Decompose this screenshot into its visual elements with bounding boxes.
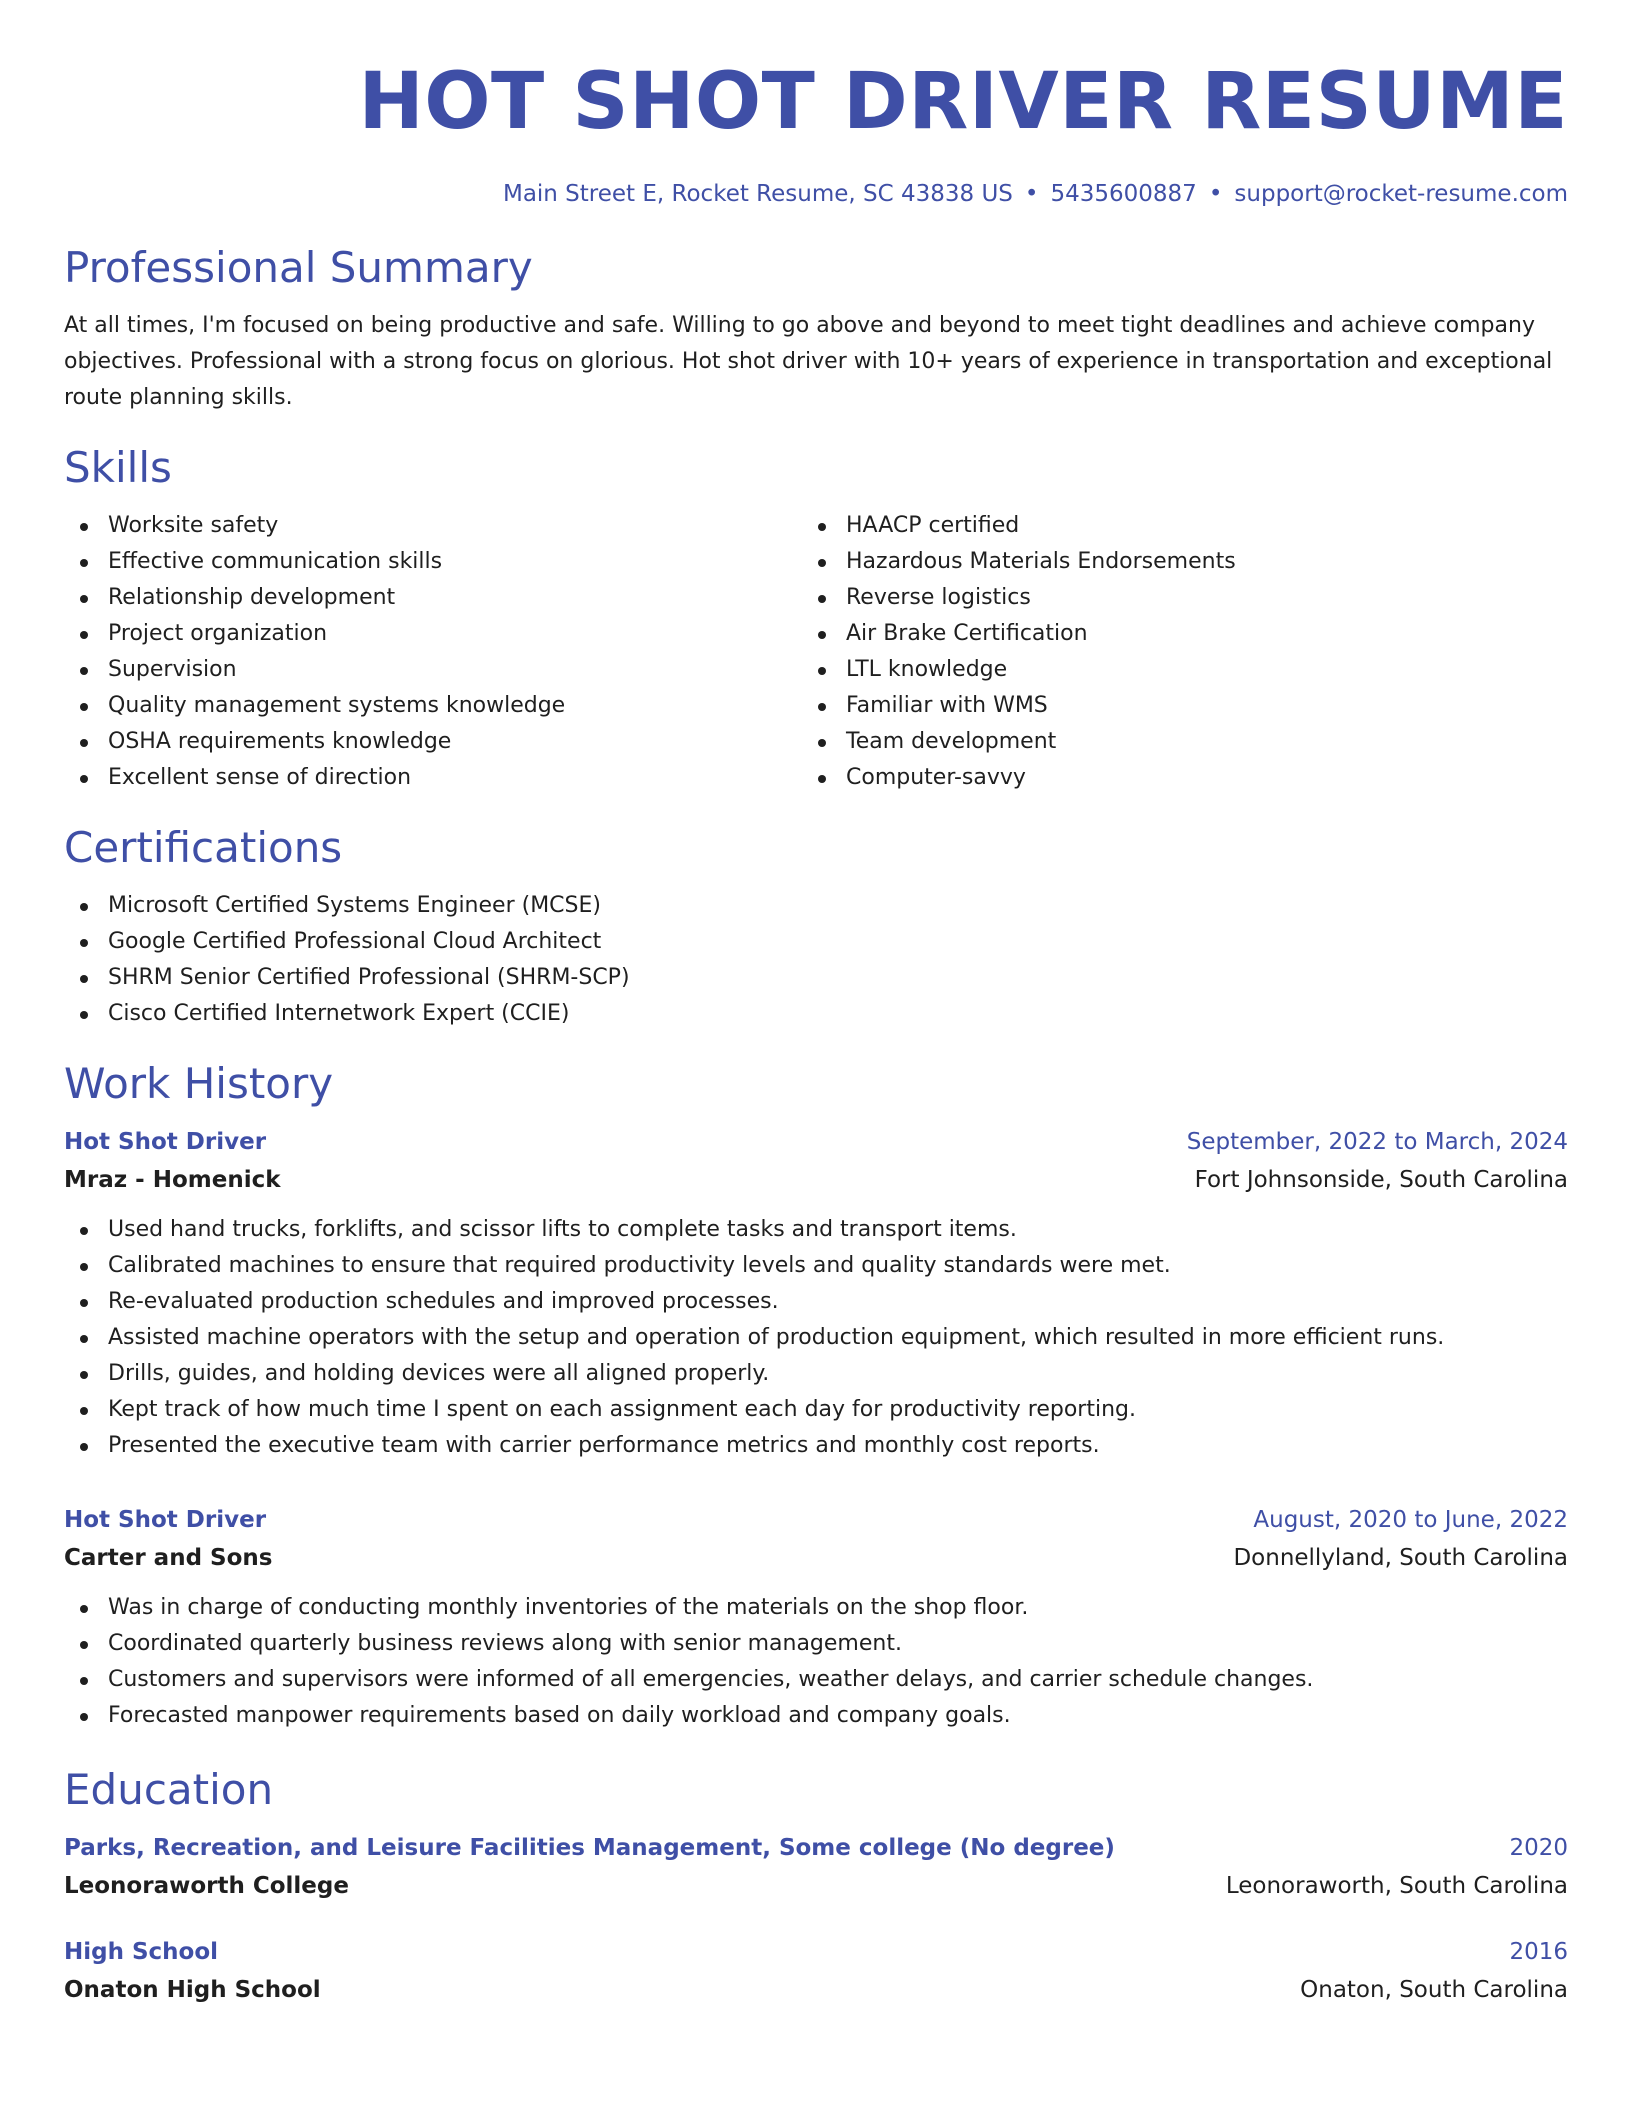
education-year: 2016 <box>1509 1939 1568 1965</box>
job-duty-item: Customers and supervisors were informed of all emergencies, weather delays, and carrier schedule changes. <box>64 1662 1568 1698</box>
certification-item: Google Certified Professional Cloud Architect <box>64 924 1568 960</box>
job-duty-item: Coordinated quarterly business reviews along with senior management. <box>64 1626 1568 1662</box>
skill-item: Project organization <box>64 616 802 652</box>
contact-email[interactable]: support@rocket-resume.com <box>1234 181 1568 207</box>
skills-grid <box>64 508 1568 796</box>
certifications-list <box>64 888 1568 1032</box>
contact-separator: • <box>1024 181 1039 207</box>
education-heading: Education <box>64 1765 274 1814</box>
job-entry <box>64 1502 1568 1734</box>
education-entry <box>64 1934 1568 2010</box>
skill-item: Supervision <box>64 652 802 688</box>
job-title: Hot Shot Driver <box>64 1507 267 1533</box>
skill-item: Reverse logistics <box>802 580 1540 616</box>
job-company: Mraz - Homenick <box>64 1167 281 1193</box>
certifications-heading: Certifications <box>64 823 343 872</box>
education-school: Leonoraworth College <box>64 1873 349 1899</box>
education-degree: High School <box>64 1939 219 1965</box>
work-history-heading: Work History <box>64 1059 334 1108</box>
job-title: Hot Shot Driver <box>64 1129 267 1155</box>
skill-item: Effective communication skills <box>64 544 802 580</box>
certifications-section <box>64 822 1568 1032</box>
education-school-row <box>64 1866 1568 1906</box>
job-duty-item: Re-evaluated production schedules and improved processes. <box>64 1284 1568 1320</box>
skill-item: Hazardous Materials Endorsements <box>802 544 1540 580</box>
skill-item: LTL knowledge <box>802 652 1540 688</box>
contact-address: Main Street E, Rocket Resume, SC 43838 US <box>502 181 1013 207</box>
skills-heading: Skills <box>64 443 172 492</box>
certification-item: SHRM Senior Certified Professional (SHRM-SCP) <box>64 960 1568 996</box>
education-header-row <box>64 1934 1568 1970</box>
skills-list-left <box>64 508 802 796</box>
skills-section <box>64 442 1568 796</box>
education-school-row <box>64 1970 1568 2010</box>
job-dates: August, 2020 to June, 2022 <box>1253 1507 1568 1533</box>
education-year: 2020 <box>1509 1835 1568 1861</box>
summary-text: At all times, I'm focused on being productive and safe. Willing to go above and beyond to meet tight deadlines and achieve company objectives. Professional with a strong focus on glorious. Hot shot driver with 10+ years of experience in transportation and exceptional route planning skills. <box>64 313 1553 410</box>
skill-item: Computer-savvy <box>802 760 1540 796</box>
job-header-row <box>64 1502 1568 1538</box>
summary-section <box>64 242 1568 416</box>
skills-list-right <box>802 508 1540 796</box>
education-location: Leonoraworth, South Carolina <box>1225 1873 1568 1899</box>
job-duty-item: Presented the executive team with carrier performance metrics and monthly cost reports. <box>64 1428 1568 1464</box>
job-header-row <box>64 1124 1568 1160</box>
job-company-row <box>64 1160 1568 1200</box>
job-duty-item: Drills, guides, and holding devices were all aligned properly. <box>64 1356 1568 1392</box>
job-dates: September, 2022 to March, 2024 <box>1186 1129 1568 1155</box>
job-location: Donnellyland, South Carolina <box>1233 1545 1568 1571</box>
job-duty-item: Forecasted manpower requirements based on daily workload and company goals. <box>64 1698 1568 1734</box>
certification-item: Microsoft Certified Systems Engineer (MCSE) <box>64 888 1568 924</box>
education-header-row <box>64 1830 1568 1866</box>
education-entry <box>64 1830 1568 1906</box>
education-location: Onaton, South Carolina <box>1300 1977 1568 2003</box>
job-company-row <box>64 1538 1568 1578</box>
job-company: Carter and Sons <box>64 1545 273 1571</box>
education-degree: Parks, Recreation, and Leisure Facilities Management, Some college (No degree) <box>64 1835 1115 1861</box>
skill-item: Relationship development <box>64 580 802 616</box>
job-duties-list <box>64 1212 1568 1464</box>
job-duty-item: Was in charge of conducting monthly inventories of the materials on the shop floor. <box>64 1590 1568 1626</box>
skill-item: Excellent sense of direction <box>64 760 802 796</box>
skill-item: Familiar with WMS <box>802 688 1540 724</box>
skill-item: HAACP certified <box>802 508 1540 544</box>
skill-item: OSHA requirements knowledge <box>64 724 802 760</box>
work-history-section <box>64 1058 1568 1734</box>
job-duty-item: Assisted machine operators with the setup and operation of production equipment, which resulted in more efficient runs. <box>64 1320 1568 1356</box>
skill-item: Quality management systems knowledge <box>64 688 802 724</box>
job-location: Fort Johnsonside, South Carolina <box>1194 1167 1568 1193</box>
education-section <box>64 1764 1568 2010</box>
job-duty-item: Calibrated machines to ensure that required productivity levels and quality standards were met. <box>64 1248 1568 1284</box>
skill-item: Team development <box>802 724 1540 760</box>
job-duty-item: Used hand trucks, forklifts, and scissor lifts to complete tasks and transport items. <box>64 1212 1568 1248</box>
education-school: Onaton High School <box>64 1977 321 2003</box>
skill-item: Worksite safety <box>64 508 802 544</box>
contact-separator: • <box>1208 181 1223 207</box>
certification-item: Cisco Certified Internetwork Expert (CCIE) <box>64 996 1568 1032</box>
contact-phone: 5435600887 <box>1050 181 1197 207</box>
contact-line <box>64 178 1568 210</box>
skill-item: Air Brake Certification <box>802 616 1540 652</box>
job-duty-item: Kept track of how much time I spent on each assignment each day for productivity reporting. <box>64 1392 1568 1428</box>
resume-title: HOT SHOT DRIVER RESUME <box>358 57 1568 147</box>
summary-heading: Professional Summary <box>64 243 533 292</box>
resume-header <box>64 0 1568 210</box>
job-entry <box>64 1124 1568 1464</box>
job-duties-list <box>64 1590 1568 1734</box>
